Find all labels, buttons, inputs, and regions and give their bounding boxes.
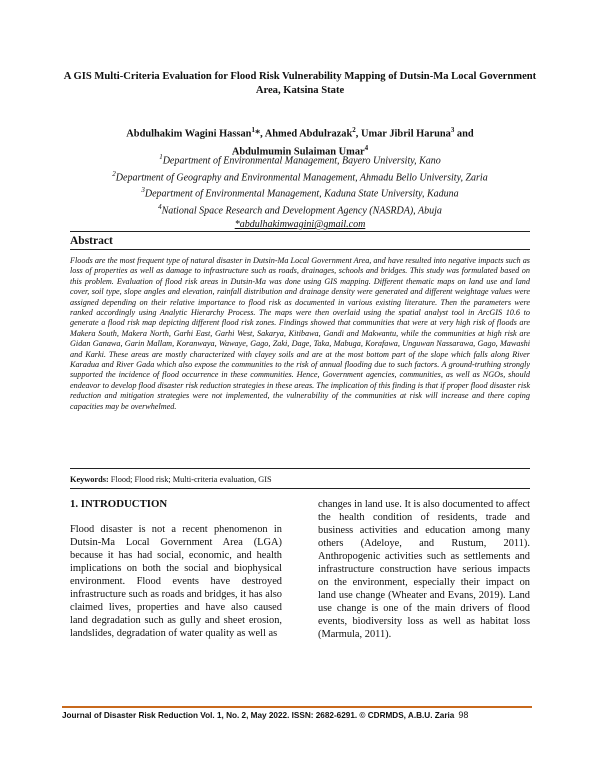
author-name: Abdulhakim Wagini Hassan <box>126 128 252 140</box>
body-paragraph: Flood disaster is not a recent phenomenon in Dutsin-Ma Local Government Area (LGA) because it has had social, economic, and health implications on both the social and biophysical environment. Flood events have destroyed infrastructure such as roads and bridges, it has also claimed lives, properties and have also caused land degradation such as gully and sheet erosion, landslides, degradation of water quality as well as <box>70 524 282 639</box>
affiliation <box>60 184 540 201</box>
author-email-link[interactable]: *abdulhakimwagini@gmail.com <box>234 218 366 230</box>
affiliation <box>60 201 540 218</box>
affiliation <box>60 151 540 168</box>
affiliation-number: 3 <box>141 186 145 195</box>
affiliation-number: 2 <box>112 169 116 178</box>
footer-citation: Journal of Disaster Risk Reduction Vol. 1, No. 2, May 2022. ISSN: 2682-6291. © CDRMDS, A.B.U. Zaria <box>62 711 455 720</box>
left-column <box>70 498 282 640</box>
author-affil-number: 4 <box>364 144 369 153</box>
author-separator: and <box>454 128 474 140</box>
footer <box>62 710 538 720</box>
section-heading: 1. INTRODUCTION <box>70 498 168 510</box>
affiliation-number: 4 <box>158 203 162 212</box>
body-paragraph: changes in land use. It is also documented to affect the health condition of residents, trade and business activities and education among many others (Adeloye, and Rustum, 2011). Anthropogenic activities such as settlements and infrastructure construction have serious impacts on the environment, especially their impact on land use change (Wheater and Evans, 2019). Land use change is one of the main drivers of flood events, biodiversity loss as well as habitat loss (Marmula, 2011). <box>318 499 530 640</box>
affiliation-text: National Space Research and Development Agency (NASRDA), Abuja <box>161 205 442 217</box>
paper-title: A GIS Multi-Criteria Evaluation for Flood Risk Vulnerability Mapping of Dutsin-Ma Local Government Area, Katsina State <box>63 71 537 96</box>
affiliations <box>60 151 540 231</box>
divider <box>70 231 530 232</box>
abstract-heading: Abstract <box>70 235 113 247</box>
author-name: Ahmed Abdulrazak <box>264 128 353 140</box>
affiliation-text: Department of Geography and Environmental Management, Ahmadu Bello University, Zaria <box>115 172 488 184</box>
right-column <box>318 498 530 641</box>
keywords-text: Flood; Flood risk; Multi-criteria evaluation, GIS <box>108 475 272 484</box>
affiliation-number: 1 <box>159 153 163 161</box>
author-separator: *, <box>254 128 265 140</box>
affiliation-text: Department of Environmental Management, Kaduna State University, Kaduna <box>144 188 459 200</box>
footer-rule <box>62 706 532 708</box>
page-number: 98 <box>458 710 469 720</box>
affiliation-text: Department of Environmental Management, Bayero University, Kano <box>162 155 441 167</box>
divider <box>70 249 530 250</box>
author-name: Umar Jibril Haruna <box>360 128 451 140</box>
divider <box>70 488 530 489</box>
abstract-body: Floods are the most frequent type of natural disaster in Dutsin-Ma Local Government Area, and have resulted into negative impacts such as loss of properties as well as damage to infrastructure such as roads, drainages, schools and bridges. This study was formulated based on this problem. Evaluation of flood risk areas in Dutsin-Ma was done using GIS mapping. Different thematic maps on land use and land cover, soil type, slope angles and elevation, rainfall distribution and drainage density were generated and different weightage values were assigned depending on their relative importance to flood risk as documented in various existing literature. Then the parameters were ranked accordingly using Analytic Hierarchy Process. The maps were then overlaid using the spatial analyst tool in ArcGIS 10.6 to generate a flood risk map depicting different flood risk zones. Findings showed that communities that were at very high risk of floods are Makera South, Makera North, Garhi East, Garhi West, Sakarya, Kitibawa, Gandi and Makwantu, while the communities at high risk are Gidan Ganawa, Garin Mallam, Koranwaya, Wawaye, Gago, Zaki, Dage, Taka, Mabuga, Korafawa, Unguwan Nassarawa, Gago, Mawashi and Karki. These areas are mostly characterized with clayey soils and are at the most bottom part of the slope which falls along River Karadua and River Gada which also expose the communities to the risk of annual flooding due to such factors. A ground-truthing strongly supported the incidence of flood occurrence in these communities. Hence, Government agencies, communities, as well as NGOs, should endeavor to develop flood disaster risk reduction strategies in these areas. The implication of this finding is that if proper flood disaster risk reduction and mitigation strategies were not implemented, the vulnerability of the communities at risk will increase and there coping capacities may be overwhelmed. <box>70 256 530 411</box>
email-line <box>60 218 540 231</box>
author-affil-number: 3 <box>450 126 455 134</box>
affiliation <box>60 168 540 185</box>
keywords <box>70 475 530 484</box>
author-affil-number: 1 <box>251 126 255 134</box>
author-separator: , <box>355 128 361 140</box>
author-name: Abdulmumin Sulaiman Umar <box>231 146 365 158</box>
author-affil-number: 2 <box>352 126 356 134</box>
divider <box>70 468 530 469</box>
keywords-label: Keywords: <box>70 475 109 484</box>
